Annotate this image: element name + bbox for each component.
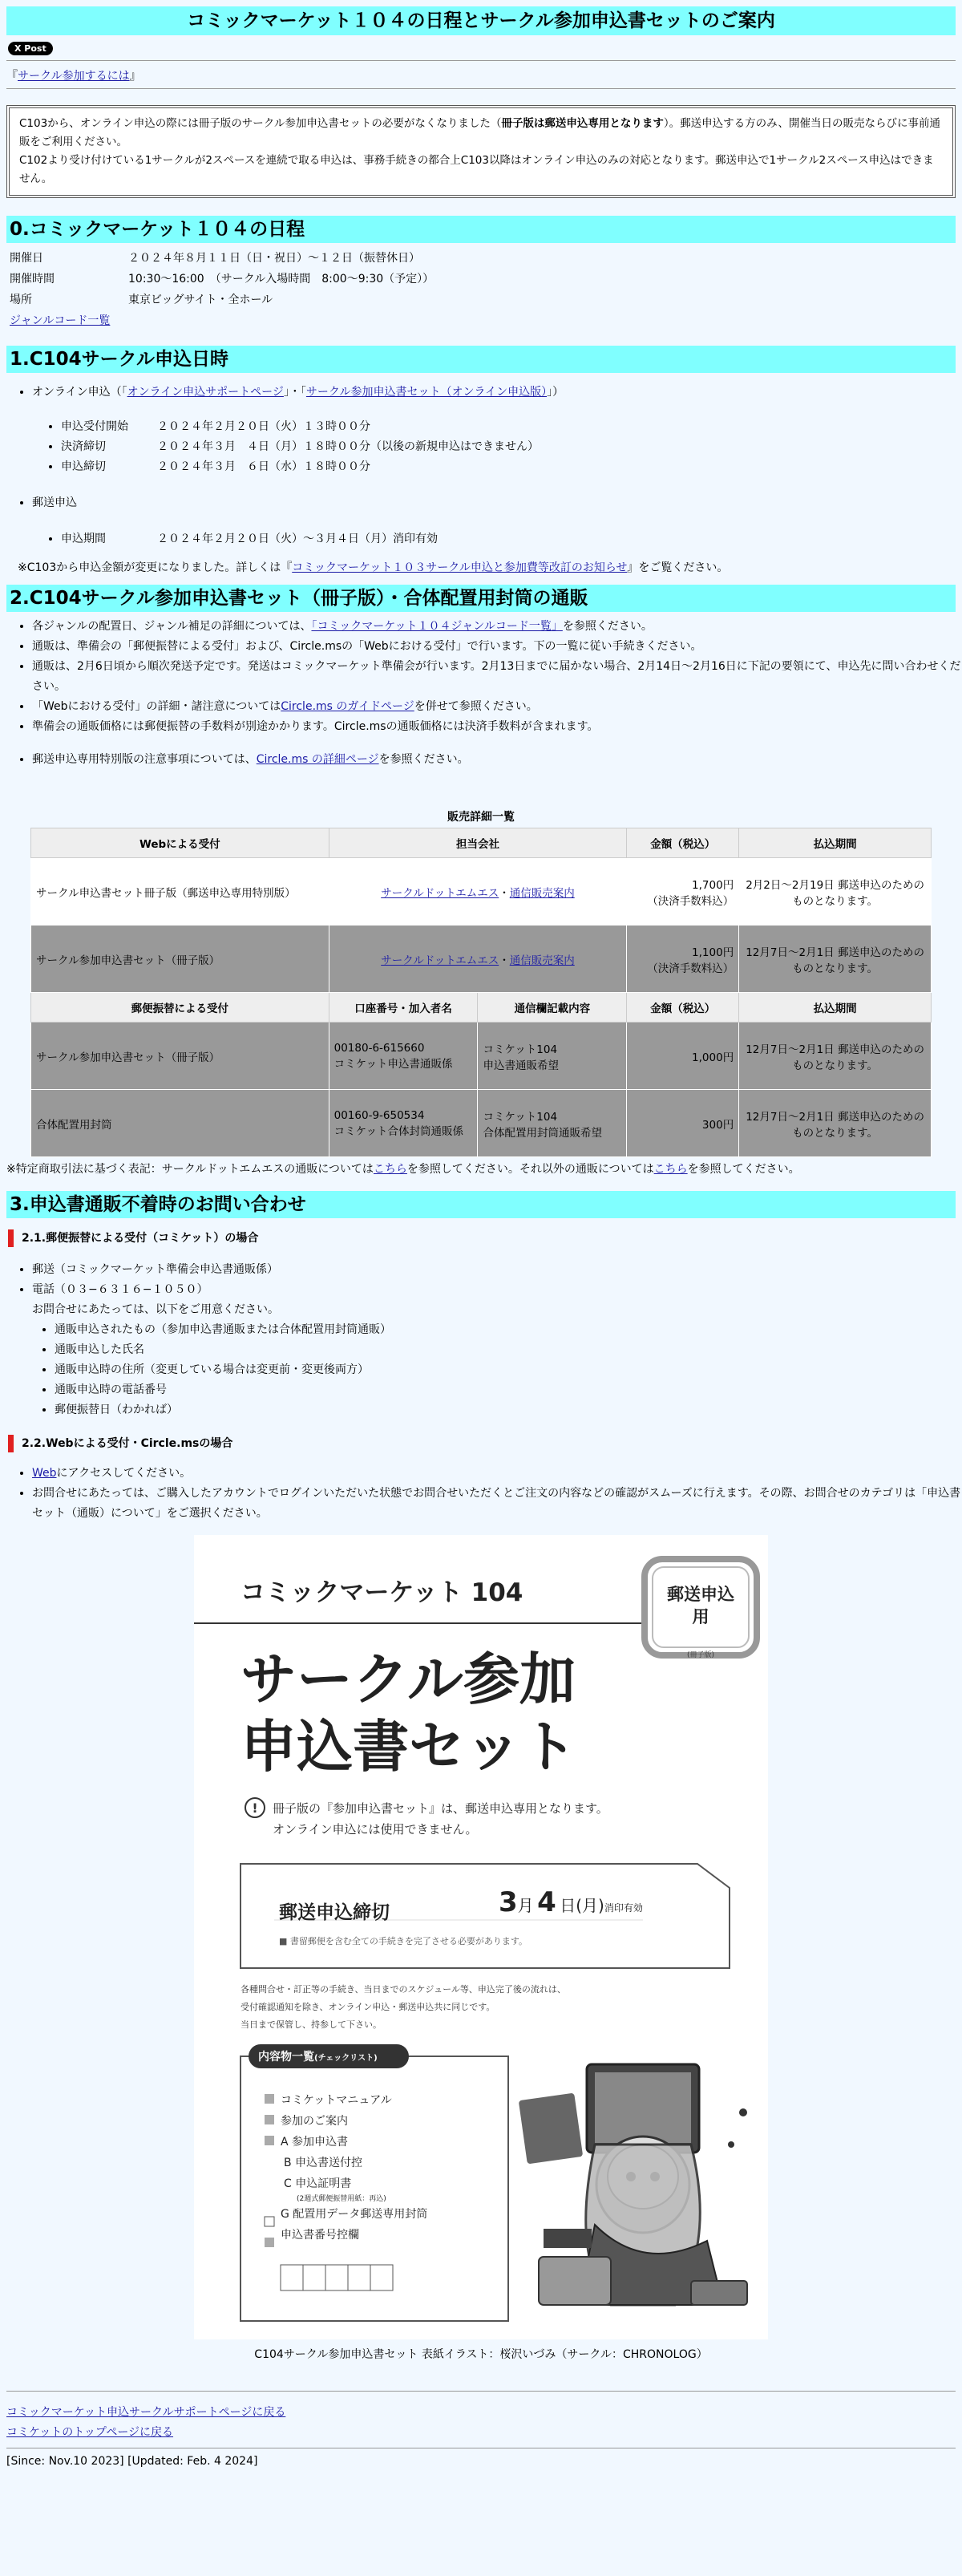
account-number: 00160-9-650534 <box>333 1108 425 1122</box>
text: 内容物一覧 <box>258 2051 314 2064</box>
text: を参照してください。 <box>687 1163 800 1176</box>
list-item: コミケットマニュアル <box>281 2094 392 2107</box>
text: 準備会の通販価格には郵便振替の手数料が別途かかります。Circle.msの通販価格には決済手数料が含まれます。 <box>32 720 599 733</box>
apply-dates-list <box>0 383 962 549</box>
price-table-wrap <box>0 808 962 1177</box>
list-item: C 申込証明書 <box>284 2177 352 2190</box>
list-item: • 通販申込されたもの（参加申込書通販または合体配置用封筒通販） <box>55 1320 962 1340</box>
text: オンライン申込（「 <box>32 386 127 399</box>
table-cell <box>478 1023 627 1090</box>
list-item: • 郵便振替日（わかれば） <box>55 1400 962 1420</box>
memo: 申込書通販希望 <box>483 1059 559 1072</box>
sched-key: • 申込受付開始 <box>61 420 128 433</box>
text: ・ <box>499 886 510 900</box>
memo: コミケット104 <box>483 1110 558 1124</box>
list-item <box>32 617 962 637</box>
text: ※C103から申込金額が変更になりました。詳しくは『 <box>18 561 293 574</box>
list-item: • 通販申込時の住所（変更している場合は変更前・変更後両方） <box>55 1360 962 1380</box>
account-name: コミケット合体封筒通販係 <box>333 1124 463 1138</box>
table-caption: 販売詳細一覧 <box>447 811 515 824</box>
table-row <box>31 1023 932 1090</box>
breadcrumb: 『サークル参加するには』 <box>6 70 141 83</box>
list-item: • 通販申込した氏名 <box>55 1340 962 1360</box>
genre-list-link[interactable]: 「コミックマーケット１０４ジャンルコード一覧」 <box>311 620 563 633</box>
table-row <box>31 858 932 925</box>
deadline-note: 消印有効 <box>604 1902 643 1914</box>
info-value: 東京ビッグサイト・全ホール <box>128 294 273 306</box>
text: 』をご覧ください。 <box>627 561 729 574</box>
special-edition-list <box>0 750 962 770</box>
fee-change-note <box>18 559 962 575</box>
account-name: コミケット申込書通販係 <box>333 1057 453 1071</box>
cover-badge-sub: (冊子版) <box>686 1651 715 1659</box>
tweet-button[interactable]: X Post <box>8 42 53 55</box>
sched-value: ２０２４年３月 ６日（水）１８時００分 <box>157 460 370 473</box>
page-title: コミックマーケット１０４の日程とサークル参加申込書セットのご案内 <box>6 6 956 35</box>
text: 」） <box>547 386 564 399</box>
table-header: 通信欄記載内容 <box>478 993 627 1023</box>
table-cell: 合体配置用封筒 <box>31 1090 329 1157</box>
deadline-month: 3 <box>499 1886 518 1918</box>
price: 300円 <box>627 1090 739 1157</box>
mail-order-info-link[interactable]: 通信販売案内 <box>509 954 575 967</box>
table-header-row <box>31 828 932 858</box>
cover-series: コミックマーケット 104 <box>240 1578 523 1607</box>
list-item <box>61 529 962 549</box>
list-item: B 申込書送付控 <box>284 2157 363 2169</box>
memo: 合体配置用封筒通販希望 <box>483 1126 602 1140</box>
deadline-weekday: (月) <box>576 1896 604 1915</box>
text: ※特定商取引法に基づく表記：サークルドットエムエスの通販については <box>6 1163 374 1176</box>
price-table <box>30 828 932 1157</box>
text: 各ジャンルの配置日、ジャンル補足の詳細については、 <box>32 620 312 633</box>
list-item <box>61 417 962 437</box>
sched-value: ２０２４年２月２０日（火）１３時００分 <box>157 420 370 433</box>
text: にアクセスしてください。 <box>56 1467 192 1480</box>
text: 郵送申込専用特別版の注意事項については、 <box>32 753 257 766</box>
text: ・ <box>499 954 510 967</box>
text: 各種問合せ・訂正等の手続き、当日までのスケジュール等、申込完了後の流れは、 <box>240 1984 566 1995</box>
table-header: 担当会社 <box>329 828 627 858</box>
circle-ms-link[interactable]: サークルドットエムエス <box>381 954 499 967</box>
text: • 電話（０３−６３１６−１０５０） <box>32 1283 208 1296</box>
table-cell: 12月7日〜2月1日 郵送申込のためのものとなります。 <box>739 1023 932 1090</box>
list-item: • 郵送（コミックマーケット準備会申込書通販係） <box>32 1260 962 1280</box>
fee-note: （決済手数料込） <box>647 894 734 908</box>
list-item: • 通販申込時の電話番号 <box>55 1380 962 1400</box>
table-cell <box>627 925 739 993</box>
divider <box>6 2391 956 2392</box>
table-cell <box>329 858 627 925</box>
table-header: 払込期間 <box>739 993 932 1023</box>
list-item: G 配置用データ郵送専用封筒 <box>281 2208 428 2221</box>
online-support-link[interactable]: オンライン申込サポートページ <box>127 386 284 399</box>
text: 通販は、準備会の「郵便振替による受付」および、Circle.msの「Webにおける受付」で行います。下の一覧に従い手続きください。 <box>32 640 702 653</box>
info-key: 開催時間 <box>10 273 55 286</box>
cover-contents-list <box>281 2090 427 2246</box>
price: 1,100円 <box>692 946 734 959</box>
list-item <box>32 697 962 717</box>
notice-box <box>6 105 956 198</box>
text: 」・「 <box>283 386 306 399</box>
deadline-day: 4 <box>537 1886 556 1918</box>
subsection-postal: 2.1.郵便振替による受付（コミケット）の場合 <box>8 1229 956 1247</box>
schedule-info <box>0 248 962 331</box>
table-cell: サークル参加申込書セット（冊子版） <box>31 925 329 993</box>
table-header: 金額（税込） <box>627 828 739 858</box>
table-row <box>31 1090 932 1157</box>
law-link-other[interactable]: こちら <box>653 1163 688 1176</box>
text: を参照ください。 <box>562 620 653 633</box>
fee-note: （決済手数料込） <box>647 962 734 975</box>
info-value: 10:30〜16:00 （サークル入場時間 8:00〜9:30（予定）） <box>128 273 435 286</box>
table-header-row <box>31 993 932 1023</box>
cover-title-1: サークル参加 <box>240 1646 576 1712</box>
list-item <box>32 1280 962 1420</box>
sched-key: • 決済締切 <box>61 440 106 453</box>
table-cell: サークル申込書セット冊子版（郵送申込専用特別版） <box>31 858 329 925</box>
divider <box>6 88 956 89</box>
web-contact-list <box>0 1464 962 1524</box>
info-key: 開催日 <box>10 252 43 265</box>
list-item <box>32 750 962 770</box>
support-page-link[interactable]: コミックマーケット申込サークルサポートページに戻る <box>6 2406 286 2419</box>
cover-contents-title <box>258 2048 378 2064</box>
divider <box>6 60 956 61</box>
list-item: 参加のご案内 <box>281 2115 348 2128</box>
notice-bold: 冊子版は郵送申込専用となります <box>501 117 664 130</box>
circle-ms-detail-link[interactable]: Circle.ms の詳細ページ <box>256 753 379 766</box>
list-item <box>61 437 962 457</box>
text: 受付確認通知を除き、オンライン申込・郵送申込共に同じです。 <box>240 2002 495 2012</box>
genre-code-link[interactable]: ジャンルコード一覧 <box>10 314 111 327</box>
notice-text: ）。郵送申込する方のみ、開催当日の販売ならびに事前通販をご利用ください。 <box>19 117 940 148</box>
table-cell: 2月2日〜2月19日 郵送申込のためのものとなります。 <box>739 858 932 925</box>
deadline-day-unit: 日 <box>560 1896 576 1915</box>
list-item <box>32 383 962 477</box>
top-page-link[interactable]: コミケットのトップページに戻る <box>6 2426 174 2439</box>
notice-text: C102より受け付けている1サークルが2スペースを連続で取る申込は、事務手続きの都合上C103以降はオンライン申込のみの対応となります。郵送申込で1サークル2スペース申込はできません。 <box>19 154 934 185</box>
svg-text:!: ! <box>252 1800 258 1816</box>
law-note <box>6 1160 956 1177</box>
circle-ms-link[interactable]: サークルドットエムエス <box>381 886 499 900</box>
list-item: 申込書番号控欄 <box>281 2229 359 2242</box>
text: 当日まで保管し、持参して下さい。 <box>240 2019 382 2030</box>
table-cell <box>329 1090 478 1157</box>
notice-text: C103から、オンライン申込の際には冊子版のサークル参加申込書セットの必要がなくなりました（ <box>19 117 502 130</box>
list-note: (2週式郵便振替用紙：再込) <box>297 2195 386 2203</box>
account-number: 00180-6-615660 <box>333 1041 425 1055</box>
text: 「Webにおける受付」の詳細・諸注意については <box>32 700 281 713</box>
list-item <box>32 717 962 737</box>
cover-deadline-date <box>499 1886 643 1918</box>
circle-ms-guide-link[interactable]: Circle.ms のガイドページ <box>281 700 414 713</box>
table-header: 口座番号・加入者名 <box>329 993 478 1023</box>
table-row <box>31 925 932 993</box>
price: 1,000円 <box>627 1023 739 1090</box>
table-cell: サークル参加申込書セット（冊子版） <box>31 1023 329 1090</box>
list-item <box>32 1464 962 1484</box>
subsection-web: 2.2.Webによる受付・Circle.msの場合 <box>8 1435 956 1452</box>
table-header: 郵便振替による受付 <box>31 993 329 1023</box>
text: お問合せにあたっては、以下をご用意ください。 <box>32 1303 279 1316</box>
cover-warning-2: オンライン申込には使用できません。 <box>273 1822 478 1837</box>
cover-deadline-label: 郵送申込締切 <box>279 1902 390 1923</box>
mail-order-list <box>0 617 962 737</box>
table-cell: 12月7日〜2月1日 郵送申込のためのものとなります。 <box>739 1090 932 1157</box>
section-3-title: 3.申込書通販不着時のお問い合わせ <box>6 1191 956 1218</box>
info-value: ２０２４年８月１１日（日・祝日）〜１２日（振替休日） <box>128 252 420 265</box>
page-dates: [Since: Nov.10 2023] [Updated: Feb. 4 2024] <box>6 2455 258 2468</box>
sched-value: ２０２４年３月 ４日（月）１８時００分（以後の新規申込はできません） <box>157 440 539 453</box>
deadline-month-unit: 月 <box>517 1896 534 1915</box>
footer-links <box>6 2403 956 2443</box>
table-cell <box>478 1090 627 1157</box>
list-item <box>32 657 962 697</box>
list-item <box>32 493 962 549</box>
text: (チェックリスト) <box>314 2054 378 2063</box>
postal-contact-list <box>0 1260 962 1420</box>
table-cell: 12月7日〜2月1日 郵送申込のためのものとなります。 <box>739 925 932 993</box>
text: を参照してください。それ以外の通販については <box>406 1163 654 1176</box>
sched-key: • 申込期間 <box>61 533 106 545</box>
web-link[interactable]: Web <box>32 1467 57 1480</box>
text: を参照ください。 <box>378 753 469 766</box>
section-1-title: 1.C104サークル申込日時 <box>6 346 956 373</box>
text: 郵送申込 <box>32 496 77 509</box>
text: を併せて参照ください。 <box>414 700 538 713</box>
join-circle-link[interactable]: サークル参加するには <box>18 70 130 83</box>
list-item <box>32 637 962 657</box>
sched-value: ２０２４年２月２０日（火）〜３月４日（月）消印有効 <box>157 533 438 545</box>
sched-key: • 申込締切 <box>61 460 106 473</box>
table-header: Webによる受付 <box>31 828 329 858</box>
list-item: A 参加申込書 <box>281 2136 349 2149</box>
cover-title-2: 申込書セット <box>240 1714 577 1780</box>
table-cell <box>329 925 627 993</box>
fee-change-link[interactable]: コミックマーケット１０３サークル申込と参加費等改訂のお知らせ <box>292 561 628 574</box>
section-0-title: 0.コミックマーケット１０４の日程 <box>6 216 956 243</box>
cover-badge: 郵送申込用 <box>667 1585 734 1626</box>
price: 1,700円 <box>692 878 734 892</box>
info-key: 場所 <box>10 294 32 306</box>
cover-small-text <box>240 1981 566 2034</box>
list-item <box>61 457 962 477</box>
online-set-link[interactable]: サークル参加申込書セット（オンライン申込版） <box>305 386 548 399</box>
memo: コミケット104 <box>483 1043 558 1056</box>
mail-order-info-link[interactable]: 通信販売案内 <box>509 886 575 900</box>
cover-image <box>194 1535 768 2339</box>
text: 通販は、2月6日頃から順次発送予定です。発送はコミックマーケット準備会が行います。2月13日までに届かない場合、2月14日〜2月16日に下記の要領にて、申込先に問い合わせください。 <box>32 660 961 693</box>
section-2-title: 2.C104サークル参加申込書セット（冊子版）・合体配置用封筒の通販 <box>6 585 956 612</box>
table-header: 払込期間 <box>739 828 932 858</box>
table-cell <box>627 858 739 925</box>
table-header: 金額（税込） <box>627 993 739 1023</box>
cover-caption: C104サークル参加申込書セット 表紙イラスト：桜沢いづみ（サークル：CHRONOLOG） <box>254 2348 708 2361</box>
law-link-circle-ms[interactable]: こちら <box>373 1163 407 1176</box>
cover-warning-1: 冊子版の『参加申込書セット』は、郵送申込専用となります。 <box>273 1801 608 1816</box>
cover-deadline-sub: ■ 書留郵便を含む全ての手続きを完了させる必要があります。 <box>279 1936 528 1946</box>
list-item: • お問合せにあたっては、ご購入したアカウントでログインいただいた状態でお問合せいただくとご注文の内容などの確認がスムーズに行えます。その際、お問合せのカテゴリは「申込書セット（通販）について」をご選択ください。 <box>32 1484 962 1524</box>
table-cell <box>329 1023 478 1090</box>
